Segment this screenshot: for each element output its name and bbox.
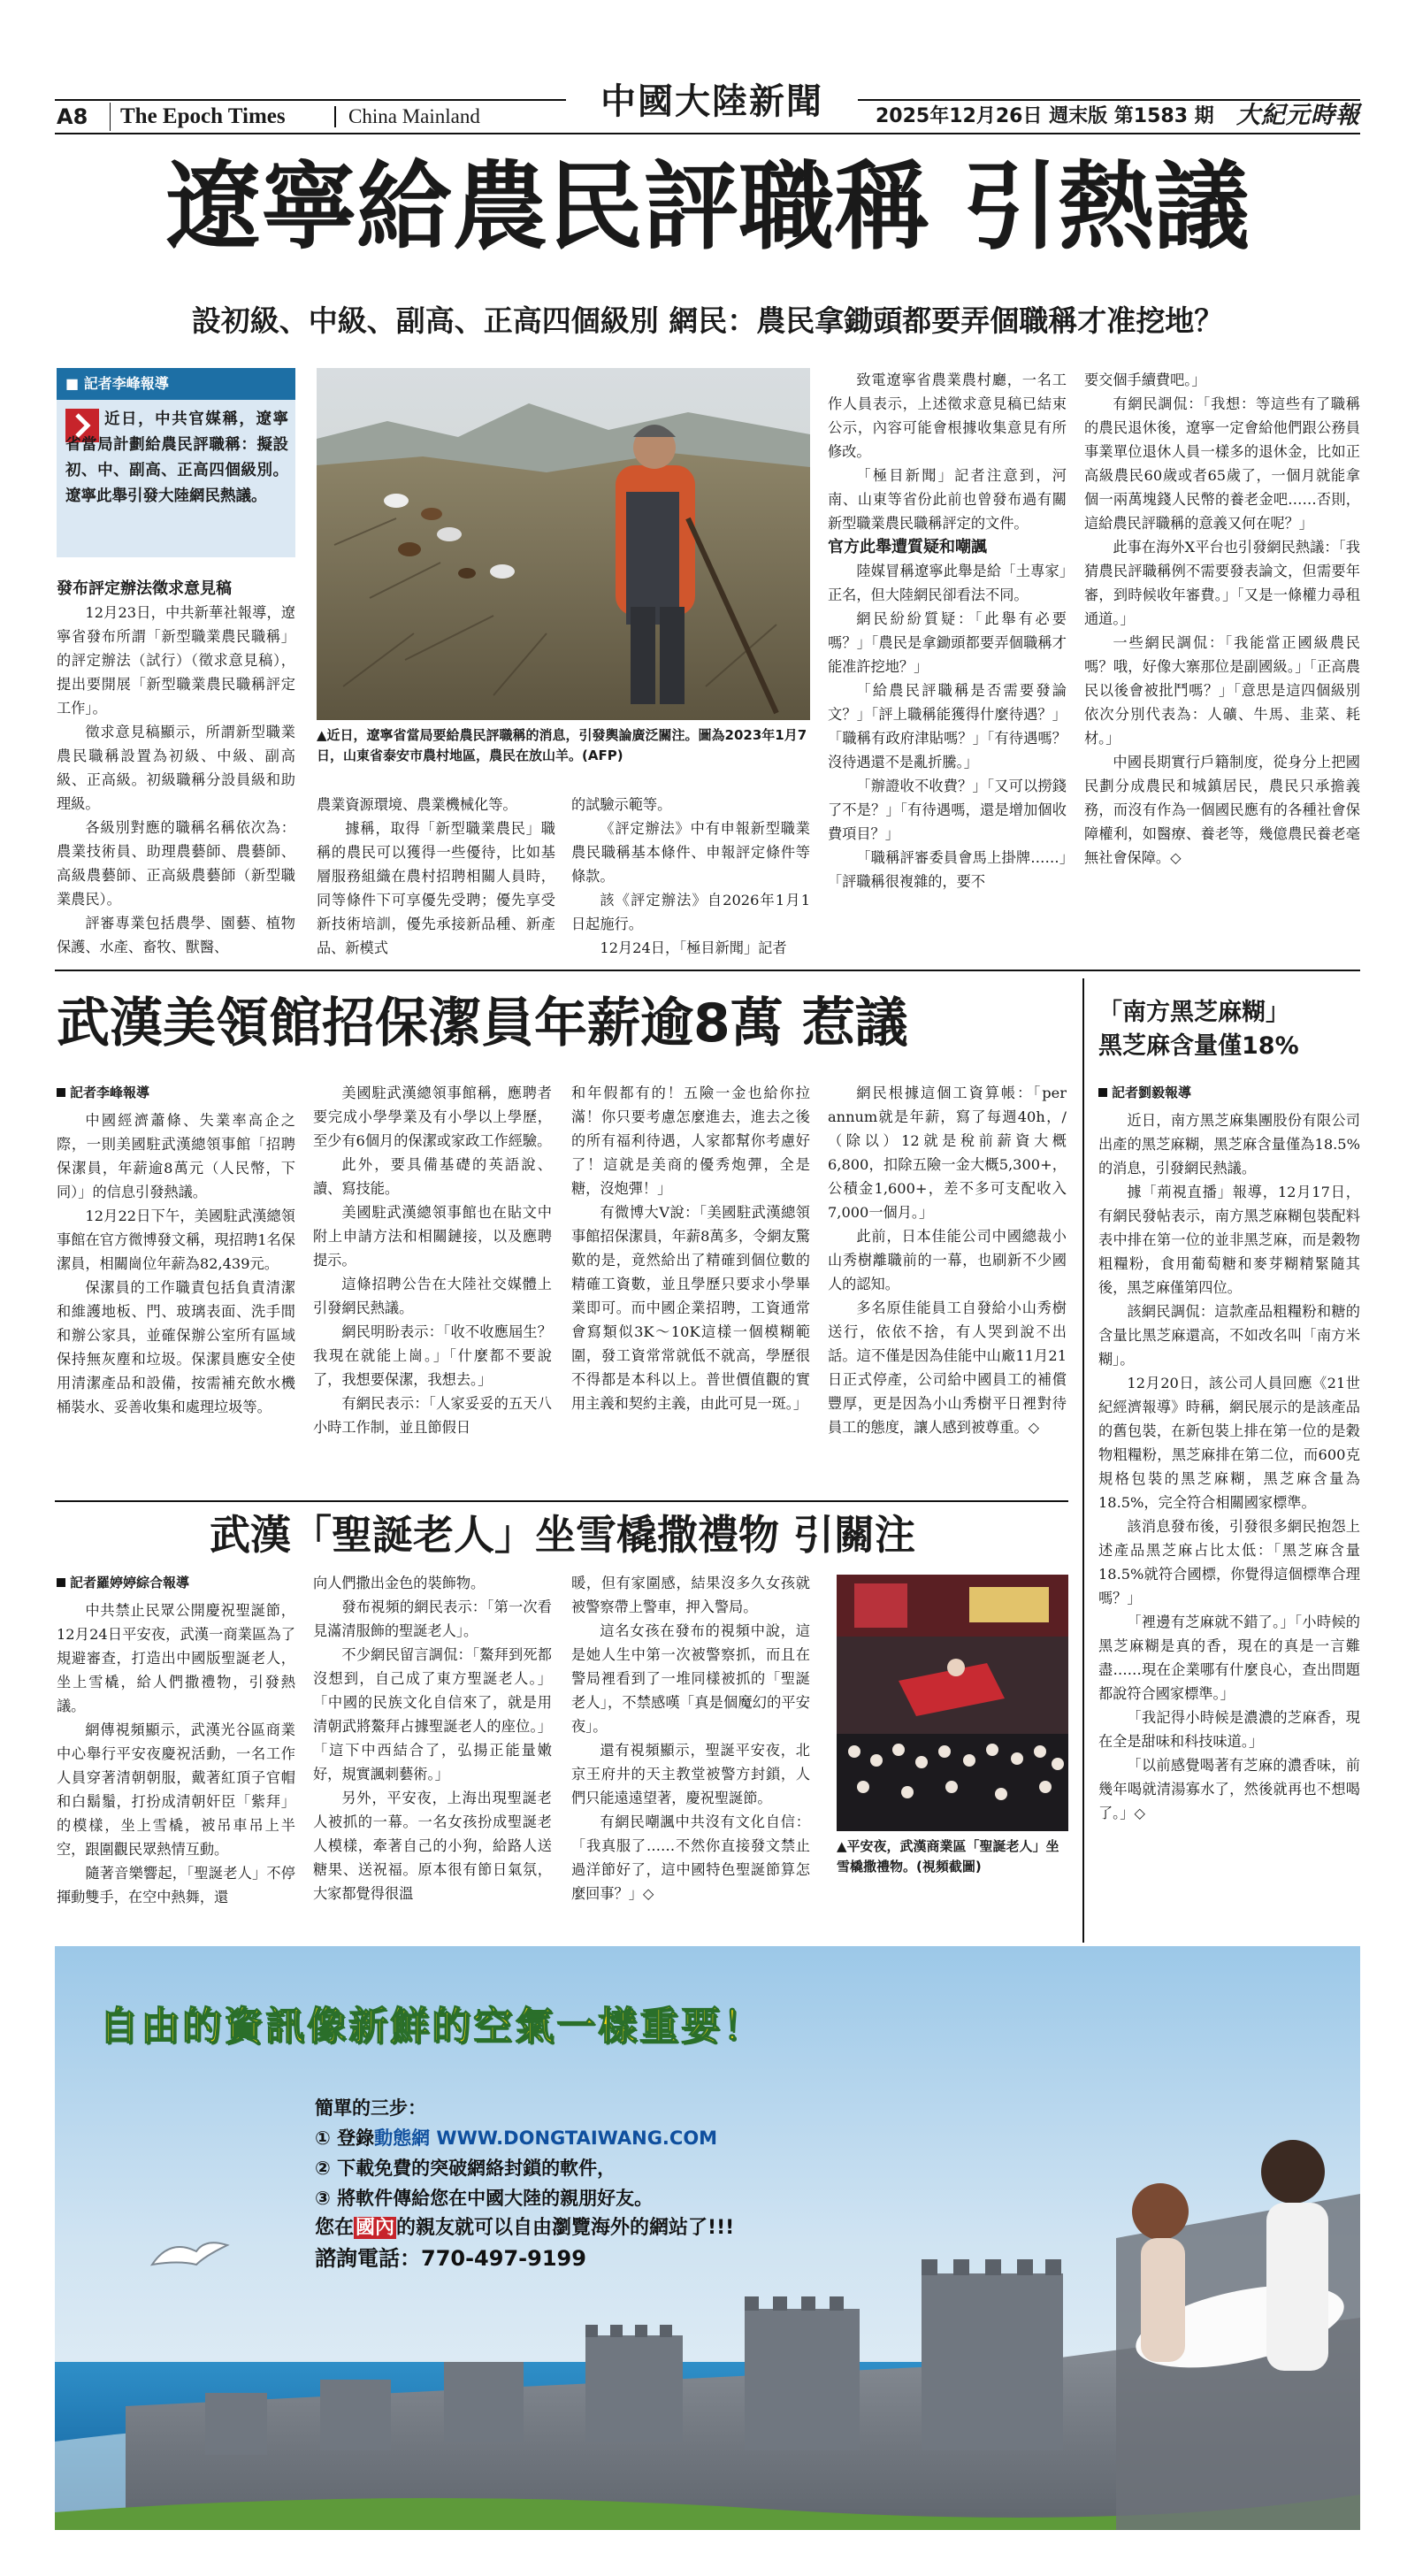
paragraph: 多名原佳能員工自發給小山秀樹送行，依依不捨，有人哭到說不出話。這不僅是因為佳能中山廠11月21日正式停產，公司給中國員工的補償豐厚，更是因為小山秀樹平日裡對待員工的態度，讓人感到被尊重。◇ (828, 1300, 1067, 1436)
paragraph: 網民明盼表示：「收不收應屆生？我現在就能上崗。」「什麼都不要說了，我想要保潔，我想去。」 (313, 1323, 552, 1388)
paragraph: 的試驗示範等。 (571, 796, 672, 813)
paragraph: 這條招聘公告在大陸社交媒體上引發網民熱議。 (313, 1276, 552, 1316)
story3-photo (837, 1575, 1068, 1831)
ad-step3: ③ 將軟件傳給您在中國大陸的親朋好友。 (315, 2188, 654, 2209)
byline-square-icon (1098, 1088, 1107, 1097)
paragraph: 此外，要具備基礎的英語說、讀、寫技能。 (313, 1156, 552, 1197)
section-name-zh: 中國大陸新聞 (566, 78, 858, 126)
paragraph: 致電遼寧省農業農村廳，一名工作人員表示，上述徵求意見稿已結束公示，內容可能會根據收集意見有所修改。 (828, 372, 1067, 460)
paragraph: 中國經濟蕭條、失業率高企之際，一則美國駐武漢總領事館「招聘保潔員，年薪逾8萬元（人民幣，下同）」的信息引發熱議。 (57, 1112, 295, 1200)
story2-col4 (828, 1081, 1067, 1495)
paragraph: 還有視頻顯示，聖誕平安夜，北京王府井的天主教堂被警方封鎖，人們只能遠遠望著，慶祝聖誕節。 (571, 1742, 810, 1806)
paragraph: 據稱，取得「新型職業農民」職稱的農民可以獲得一些優待，比如基層服務組織在農村招聘相關人員時，同等條件下可享優先受聘；優先享受新技術培訓，優先承接新品種、新產品、新模式 (317, 820, 555, 956)
story1-col5 (1084, 368, 1360, 957)
paragraph: 另外，平安夜，上海出現聖誕老人被抓的一幕。一名女孩扮成聖誕老人模樣，牽著自己的小狗，給路人送糖果、送祝福。原本很有節日氣氛，大家都覺得很溫 (313, 1790, 552, 1902)
story1-subhead-1: 發布評定辦法徵求意見稿 (57, 579, 232, 598)
story4-headline-line1: 「南方黑芝麻糊」 (1098, 999, 1289, 1026)
paragraph: 隨著音樂響起，「聖誕老人」不停揮動雙手，在空中熱舞，還 (57, 1865, 295, 1905)
paragraph: 此前，日本佳能公司中國總裁小山秀樹離職前的一幕，也刷新不少國人的認知。 (828, 1228, 1067, 1292)
paragraph: 該《評定辦法》自2026年1月1日起施行。 (571, 892, 810, 932)
paragraph: 網傳視頻顯示，武漢光谷區商業中心舉行平安夜慶祝活動，一名工作人員穿著清朝朝服，戴著紅頂子官帽和白鬍鬚，打扮成清朝奸臣「紫拜」的模樣，坐上雪橇，被吊車吊上半空，跟圍觀民眾熱情互動。 (57, 1721, 295, 1858)
section-rule (55, 1500, 1068, 1502)
paragraph: 徵求意見稿顯示，所謂新型職業農民職稱設置為初級、中級、副高級、正高級。初級職稱分設員級和助理級。 (57, 724, 295, 812)
paragraph: 有網民嘲諷中共沒有文化自信：「我真服了……不然你直接發文禁止過洋節好了，這中國特色聖誕節算怎麼回事？」◇ (571, 1813, 810, 1902)
paragraph: 12月23日，中共新華社報導，遼寧省發布所謂「新型職業農民職稱」的評定辦法（試行）（徵求意見稿），提出要開展「新型職業農民職稱評定工作」。 (57, 604, 295, 717)
story3-byline-text: 記者羅婷婷綜合報導 (70, 1575, 190, 1591)
story4-body (1098, 1081, 1360, 1948)
ad-steps-title: 簡單的三步： (315, 2097, 426, 2119)
ad-step2: ② 下載免費的突破網絡封鎖的軟件， (315, 2158, 616, 2179)
story1-byline-bar (57, 368, 295, 400)
paragraph: 美國駐武漢總領事館也在貼文中附上申請方法和相關鏈接，以及應聘提示。 (313, 1204, 552, 1269)
story2-col3 (571, 1081, 810, 1495)
paragraph: 該網民調侃：這款產品粗糧粉和糖的含量比黑芝麻還高，不如改名叫「南方米糊」。 (1098, 1303, 1360, 1368)
story2-byline (57, 1081, 295, 1105)
paragraph: 中國長期實行戶籍制度，從身分上把國民劃分成農民和城鎮居民，農民只承擔義務，而沒有作為一個國民應有的各種社會保障權利，如醫療、養老等，幾億農民養老毫無社會保障。◇ (1084, 754, 1360, 866)
paragraph: 近日，南方黑芝麻集團股份有限公司出產的黑芝麻糊，黑芝麻含量僅為18.5%的消息，引發網民熱議。 (1098, 1112, 1360, 1177)
paragraph: 不少網民留言調侃：「鰲拜到死都沒想到，自己成了東方聖誕老人。」「中國的民族文化自信來了，就是用清朝武將鰲拜占據聖誕老人的座位。」「這下中西結合了，弘揚正能量嫩好，規實諷刺藝術。」 (313, 1646, 552, 1782)
page-number: A8 (57, 103, 111, 131)
ad-text (315, 2093, 934, 2273)
ad-line1-post: 的親友就可以自由瀏覽海外的網站了!!! (396, 2217, 735, 2239)
paragraph: 12月24日，「極目新聞」記者 (600, 939, 787, 956)
story1-photo-caption: ▲近日，遼寧省當局要給農民評職稱的消息，引發輿論廣泛關注。圖為2023年1月7日，山東省泰安市農村地區，農民在放山羊。(AFP) (317, 727, 807, 763)
paragraph: 網民紛紛質疑：「此舉有必要嗎？」「農民是拿鋤頭都要弄個職稱才能准許挖地？」 (828, 610, 1067, 675)
paragraph: 「給農民評職稱是否需要發論文？」「評上職稱能獲得什麼待遇？」「職稱有政府津貼嗎？」「有待遇嗎？沒待遇還不是亂折騰。」 (828, 682, 1067, 770)
story3-col3 (571, 1571, 810, 1925)
ad-line1-box: 國內 (356, 2217, 395, 2239)
paragraph: 各級別對應的職稱名稱依次為：農業技術員、助理農藝師、農藝師、高級農藝師、正高級農藝師（新型職業農民）。 (57, 819, 295, 908)
paragraph: 一些網民調侃：「我能當正國級農民嗎？哦，好像大寨那位是副國級。」「正高農民以後會被批鬥嗎？」「意思是這四個級別依次分別代表為：人礦、牛馬、韭菜、耗材。」 (1084, 634, 1360, 747)
story1-col3 (571, 793, 810, 957)
story2-headline: 武漢美領館招保潔員年薪逾8萬 惹議 (57, 993, 908, 1054)
story1-headline: 遼寧給農民評職稱 引熱議 (165, 152, 1250, 263)
paper-name-en: The Epoch Times (120, 104, 286, 128)
ad-step1-prefix: ① 登錄 (315, 2128, 375, 2149)
masthead-divider (334, 106, 336, 127)
paper-logo-zh: 大紀元時報 (1236, 102, 1360, 129)
story1-byline: ■ 記者李峰報導 (65, 375, 169, 392)
paragraph: 「極目新聞」記者注意到，河南、山東等省份此前也曾發布過有關新型職業農民職稱評定的文件。 (828, 467, 1067, 532)
story3-col2 (313, 1571, 552, 1925)
story4-byline (1098, 1081, 1360, 1105)
ad-url-link[interactable]: WWW.DONGTAIWANG.COM (436, 2128, 718, 2149)
paragraph: 美國駐武漢總領事館稱，應聘者要完成小學學業及有小學以上學歷，至少有6個月的保潔或家政工作經驗。 (313, 1085, 552, 1149)
paragraph: 評審專業包括農學、園藝、植物保護、水產、畜牧、獸醫、 (57, 915, 295, 955)
paragraph: 暖，但有家圍感，結果沒多久女孩就被警察帶上警車，押入警局。 (571, 1575, 810, 1615)
story1-col2 (317, 793, 555, 957)
story4-headline-line2: 黑芝麻含量僅18% (1098, 1032, 1299, 1060)
sidebar-divider (1082, 978, 1084, 1943)
paragraph: 保潔員的工作職責包括負責清潔和維護地板、門、玻璃表面、洗手間和辦公家具，並確保辦公室所有區域保持無灰塵和垃圾。保潔員應安全使用清潔產品和設備，按需補充飲水機桶裝水、妥善收集和處理垃圾等。 (57, 1279, 295, 1415)
story3-headline: 武漢「聖誕老人」坐雪橇撒禮物 引關注 (209, 1511, 915, 1559)
paragraph: 和年假都有的！五險一金也給你拉滿！你只要考慮怎麼進去，進去之後的所有福利待遇，人家都幫你考慮好了！這就是美商的優秀炮彈，全是糖，沒炮彈！」 (571, 1085, 810, 1197)
ad-step1 (315, 2123, 934, 2153)
byline-square-icon (57, 1088, 65, 1097)
ad-line1-pre: 您在 (315, 2217, 355, 2239)
paragraph: 中共禁止民眾公開慶祝聖誕節，12月24日平安夜，武漢一商業區為了規避審查，打造出中國版聖誕老人，坐上雪橇，給人們撒禮物，引發熱議。 (57, 1602, 295, 1714)
paragraph: 此事在海外X平台也引發網民熱議：「我猜農民評職稱例不需要發表論文，但需要年審，到時候收年審費。」「又是一條權力尋租通道。」 (1084, 539, 1360, 627)
ad-dongtaiwang[interactable] (55, 1946, 1360, 2530)
story2-col2 (313, 1081, 552, 1495)
paragraph: 要交個手續費吧。」 (1084, 372, 1206, 388)
story1-photo (317, 368, 810, 720)
story1-subhead: 設初級、中級、副高、正高四個級別 網民：農民拿鋤頭都要弄個職稱才准挖地？ (191, 303, 1224, 338)
paragraph: 《評定辦法》中有申報新型職業農民職稱基本條件、申報評定條件等條款。 (571, 820, 810, 885)
story3-col1 (57, 1571, 295, 1925)
paragraph: 該消息發布後，引發很多網民抱怨上述產品黑芝麻占比太低：「黑芝麻含量18.5%就符合國標，你覺得這個標準合理嗎？」 (1098, 1518, 1360, 1606)
story1-col4 (828, 368, 1067, 957)
paragraph: 農業資源環境、農業機械化等。 (317, 796, 517, 813)
story4-headline (1098, 996, 1360, 1063)
ad-phone: 諮詢電話：770-497-9199 (315, 2246, 586, 2271)
story1-subhead-2: 官方此舉遭質疑和嘲諷 (828, 538, 987, 556)
paragraph: 有微博大V說：「美國駐武漢總領事館招保潔員，年薪8萬多，令網友驚歎的是，竟然給出了精確到個位數的精確工資數，並且學歷只要求小學畢業即可。而中國企業招聘，工資通常會寫類似3K～10K這樣一個模糊範圍，發工資常常就低不就高，學歷很不得都是本科以上。普世價值觀的實用主義和契約主義，由此可見一斑。」 (571, 1204, 810, 1412)
paragraph: 「以前感覺喝著有芝麻的濃香味，前幾年喝就清湯寡水了，然後就再也不想喝了。」◇ (1098, 1757, 1360, 1821)
paragraph: 向人們撒出金色的裝飾物。 (313, 1575, 486, 1591)
ad-step1-site: 動態網 (374, 2128, 431, 2149)
paragraph: 這名女孩在發布的視頻中說，這是她人生中第一次被警察抓，而且在警局裡看到了一堆同樣被抓的「聖誕老人」，不禁感嘆「真是個魔幻的平安夜」。 (571, 1622, 810, 1735)
section-rule (55, 970, 1360, 971)
section-name-en: China Mainland (348, 105, 480, 127)
paragraph: 發布視頻的網民表示：「第一次看見滿清服飾的聖誕老人」。 (313, 1598, 552, 1639)
paragraph: 有網民表示：「人家妥妥的五天八小時工作制，並且節假日 (313, 1395, 552, 1436)
paragraph: 「裡邊有芝麻就不錯了。」「小時候的黑芝麻糊是真的香，現在的真是一言難盡……現在企業哪有什麼良心，查出問題都說符合國家標準。」 (1098, 1614, 1360, 1702)
date-issue: 2025年12月26日 週末版 第1583 期 (876, 105, 1214, 127)
story1-byline-text: 記者李峰報導 (83, 375, 169, 392)
story1-lede: 近日，中共官媒稱，遼寧省當局計劃給農民評職稱：擬設初、中、副高、正高四個級別。遼寧此舉引發大陸網民熱議。 (65, 410, 288, 505)
masthead-rule-bottom (55, 133, 1360, 134)
story3-photo-caption: ▲平安夜，武漢商業區「聖誕老人」坐雪橇撒禮物。(視頻截圖) (837, 1838, 1059, 1874)
paragraph: 陸媒冒稱遼寧此舉是給「土專家」正名，但大陸網民卻看法不同。 (828, 563, 1067, 603)
story3-byline (57, 1571, 295, 1595)
story1-col1 (57, 577, 295, 957)
story4-byline-text: 記者劉毅報導 (1112, 1085, 1192, 1100)
paragraph: 12月20日，該公司人員回應《21世紀經濟報導》時稱，網民展示的是該產品的舊包裝，在新包裝上排在第一位的是穀物粗糧粉，黑芝麻排在第二位，而600克規格包裝的黑芝麻糊，黑芝麻含量為18.5%，完全符合相關國家標準。 (1098, 1375, 1360, 1511)
ad-slogan: 自由的資訊像新鮮的空氣一樣重要！ (99, 2004, 764, 2049)
paragraph: 「職稱評審委員會馬上掛牌……」「評職稱很複雜的，要不 (828, 849, 1067, 890)
paragraph: 「我記得小時候是濃濃的芝麻香，現在全是甜味和科技味道。」 (1098, 1709, 1360, 1750)
story2-byline-text: 記者李峰報導 (70, 1085, 150, 1100)
paragraph: 有網民調侃：「我想：等這些有了職稱的農民退休後，遼寧一定會給他們跟公務員事業單位退休人員一樣多的退休金，比如正高級農民60歲或者65歲了，一個月就能拿個一兩萬塊錢人民幣的養老金吧……否則，這給農民評職稱的意義又何在呢？」 (1084, 395, 1360, 532)
story2-col1 (57, 1081, 295, 1495)
paragraph: 12月22日下午，美國駐武漢總領事館在官方微博發文稱，現招聘1名保潔員，相關崗位年薪為82,439元。 (57, 1208, 295, 1272)
paragraph: 「辦證收不收費？」「又可以撈錢了不是？」「有待遇嗎，還是增加個收費項目？」 (828, 778, 1067, 842)
byline-square-icon (57, 1578, 65, 1587)
story1-lede-box (57, 400, 295, 557)
ad-line1 (315, 2213, 934, 2243)
paragraph: 據「荊視直播」報導，12月17日，有網民發帖表示，南方黑芝麻糊包裝配料表中排在第一位的並非黑芝麻，而是穀物粗糧粉，食用葡萄糖和麥芽糊精緊隨其後，黑芝麻僅第四位。 (1098, 1184, 1360, 1296)
paragraph: 網民根據這個工資算帳：「per annum就是年薪，寫了每週40h，/（除以）12就是稅前薪資大概6,800，扣除五險一金大概5,300+，公積金1,600+，差不多可支配收入7,000一個月。」 (828, 1085, 1067, 1221)
